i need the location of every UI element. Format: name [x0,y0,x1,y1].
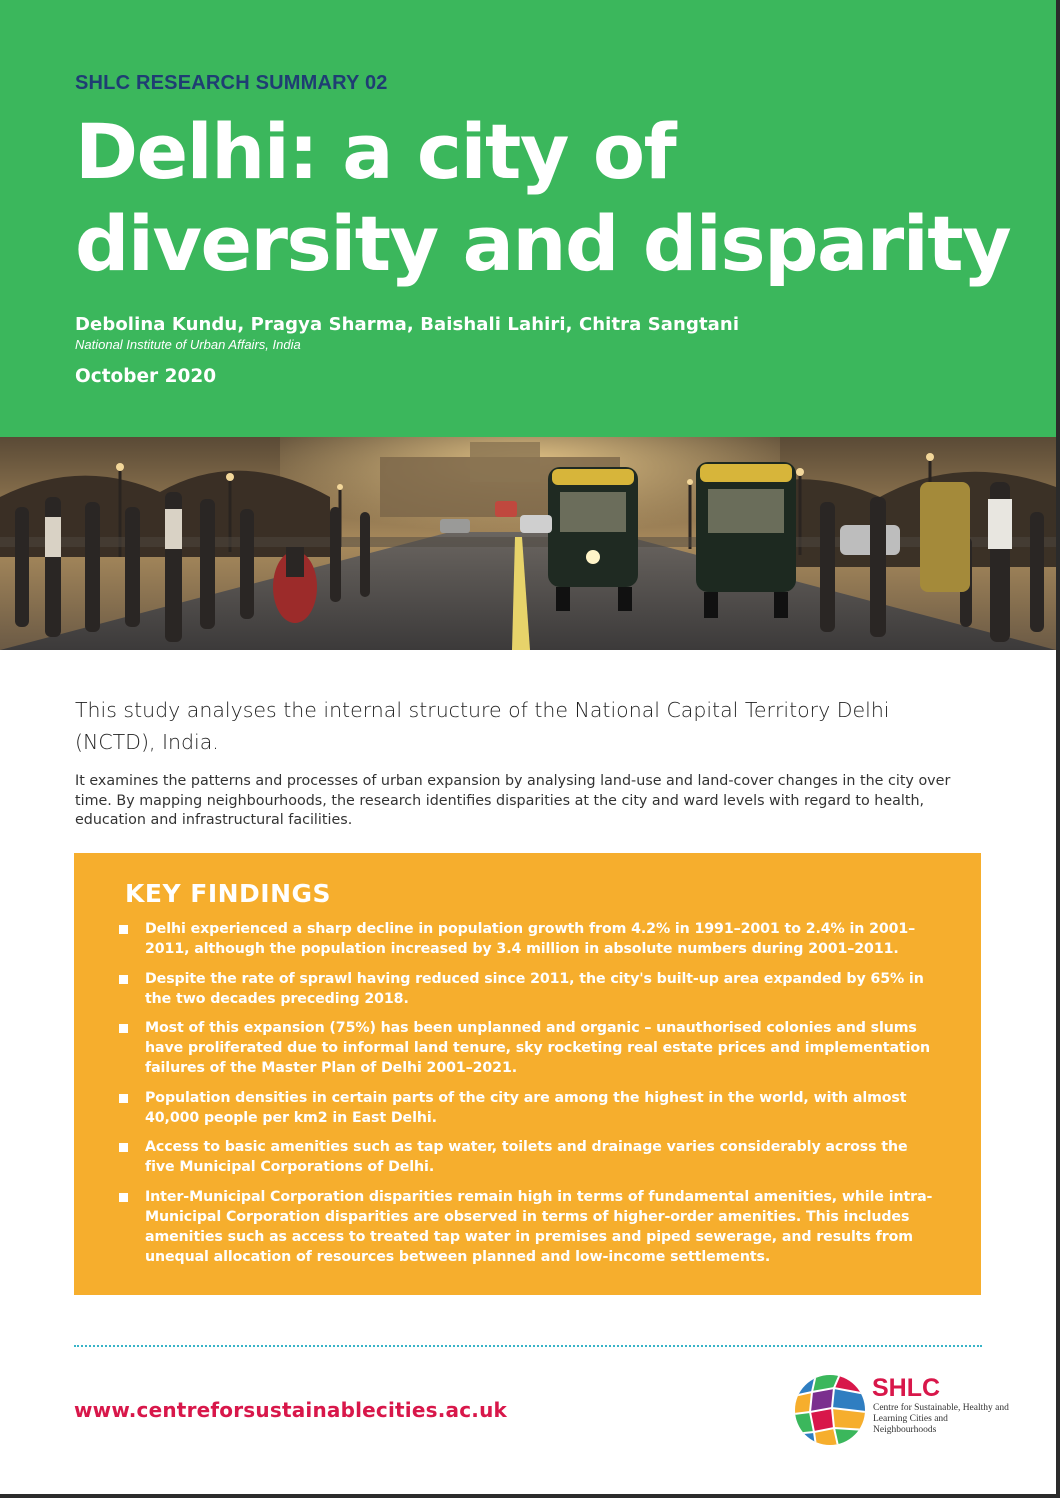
affiliation: National Institute of Urban Affairs, India [75,337,301,352]
finding-item [119,919,939,959]
intro-lead: This study analyses the internal structure of the National Capital Territory Delhi (NCTD), India. [75,698,890,754]
shlc-globe-logo-icon [794,1374,866,1446]
dotted-divider [74,1345,982,1347]
finding-text: Inter-Municipal Corporation disparities remain high in terms of fundamental amenities, while intra-Municipal Corporation disparities are observed in terms of higher-order amenities. This includes amenities such as access to treated tap water in premises and piped sewerage, and results from unequal allocation of resources between planned and low-income settlements. [145,1188,933,1265]
title-line-2: diversity and disparity [75,199,1011,288]
intro-body: It examines the patterns and processes of urban expansion by analysing land-use and land-cover changes in the city over time. By mapping neighbourhoods, the research identifies disparities at the city and ward levels with regard to health, education and infrastructural facilities. [75,773,951,828]
finding-item [119,1187,939,1267]
finding-text: Access to basic amenities such as tap water, toilets and drainage varies considerably across the five Municipal Corporations of Delhi. [145,1139,908,1175]
title-line-1: Delhi: a city of [75,107,676,196]
page-title [75,106,1035,290]
square-bullet-icon [119,1094,128,1103]
square-bullet-icon [119,925,128,934]
website-link[interactable]: www.centreforsustainablecities.ac.uk [74,1398,508,1422]
header-banner [0,0,1056,437]
finding-text: Delhi experienced a sharp decline in population growth from 4.2% in 1991–2001 to 2.4% in 2001–2011, although the population increased by 3.4 million in absolute numbers during 2001–2011. [145,921,916,957]
square-bullet-icon [119,1024,128,1033]
page-edge-right [1056,0,1060,1498]
series-label: SHLC RESEARCH SUMMARY 02 [75,72,388,94]
square-bullet-icon [119,1143,128,1152]
key-findings-list [119,919,939,1276]
finding-item [119,1088,939,1128]
square-bullet-icon [119,975,128,984]
finding-item [119,1137,939,1177]
key-findings-title: KEY FINDINGS [125,879,332,908]
finding-item [119,1018,939,1078]
authors: Debolina Kundu, Pragya Sharma, Baishali Lahiri, Chitra Sangtani [75,314,740,335]
finding-item [119,969,939,1009]
key-findings-box [74,853,981,1295]
finding-text: Despite the rate of sprawl having reduced since 2011, the city's built-up area expanded by 65% in the two decades preceding 2018. [145,970,924,1007]
logo-tagline: Centre for Sustainable, Healthy and Learning Cities and Neighbourhoods [873,1403,1009,1435]
finding-text: Population densities in certain parts of the city are among the highest in the world, with almost 40,000 people per km2 in East Delhi. [145,1089,907,1126]
logo-name: SHLC [872,1374,941,1402]
page-edge-bottom [0,1494,1060,1498]
publication-date: October 2020 [75,366,217,387]
square-bullet-icon [119,1193,128,1202]
finding-text: Most of this expansion (75%) has been unplanned and organic – unauthorised colonies and slums have proliferated due to informal land tenure, sky rocketing real estate prices and implementation failures of the Master Plan of Delhi 2001–2021. [145,1020,931,1076]
street-photo [0,437,1056,650]
